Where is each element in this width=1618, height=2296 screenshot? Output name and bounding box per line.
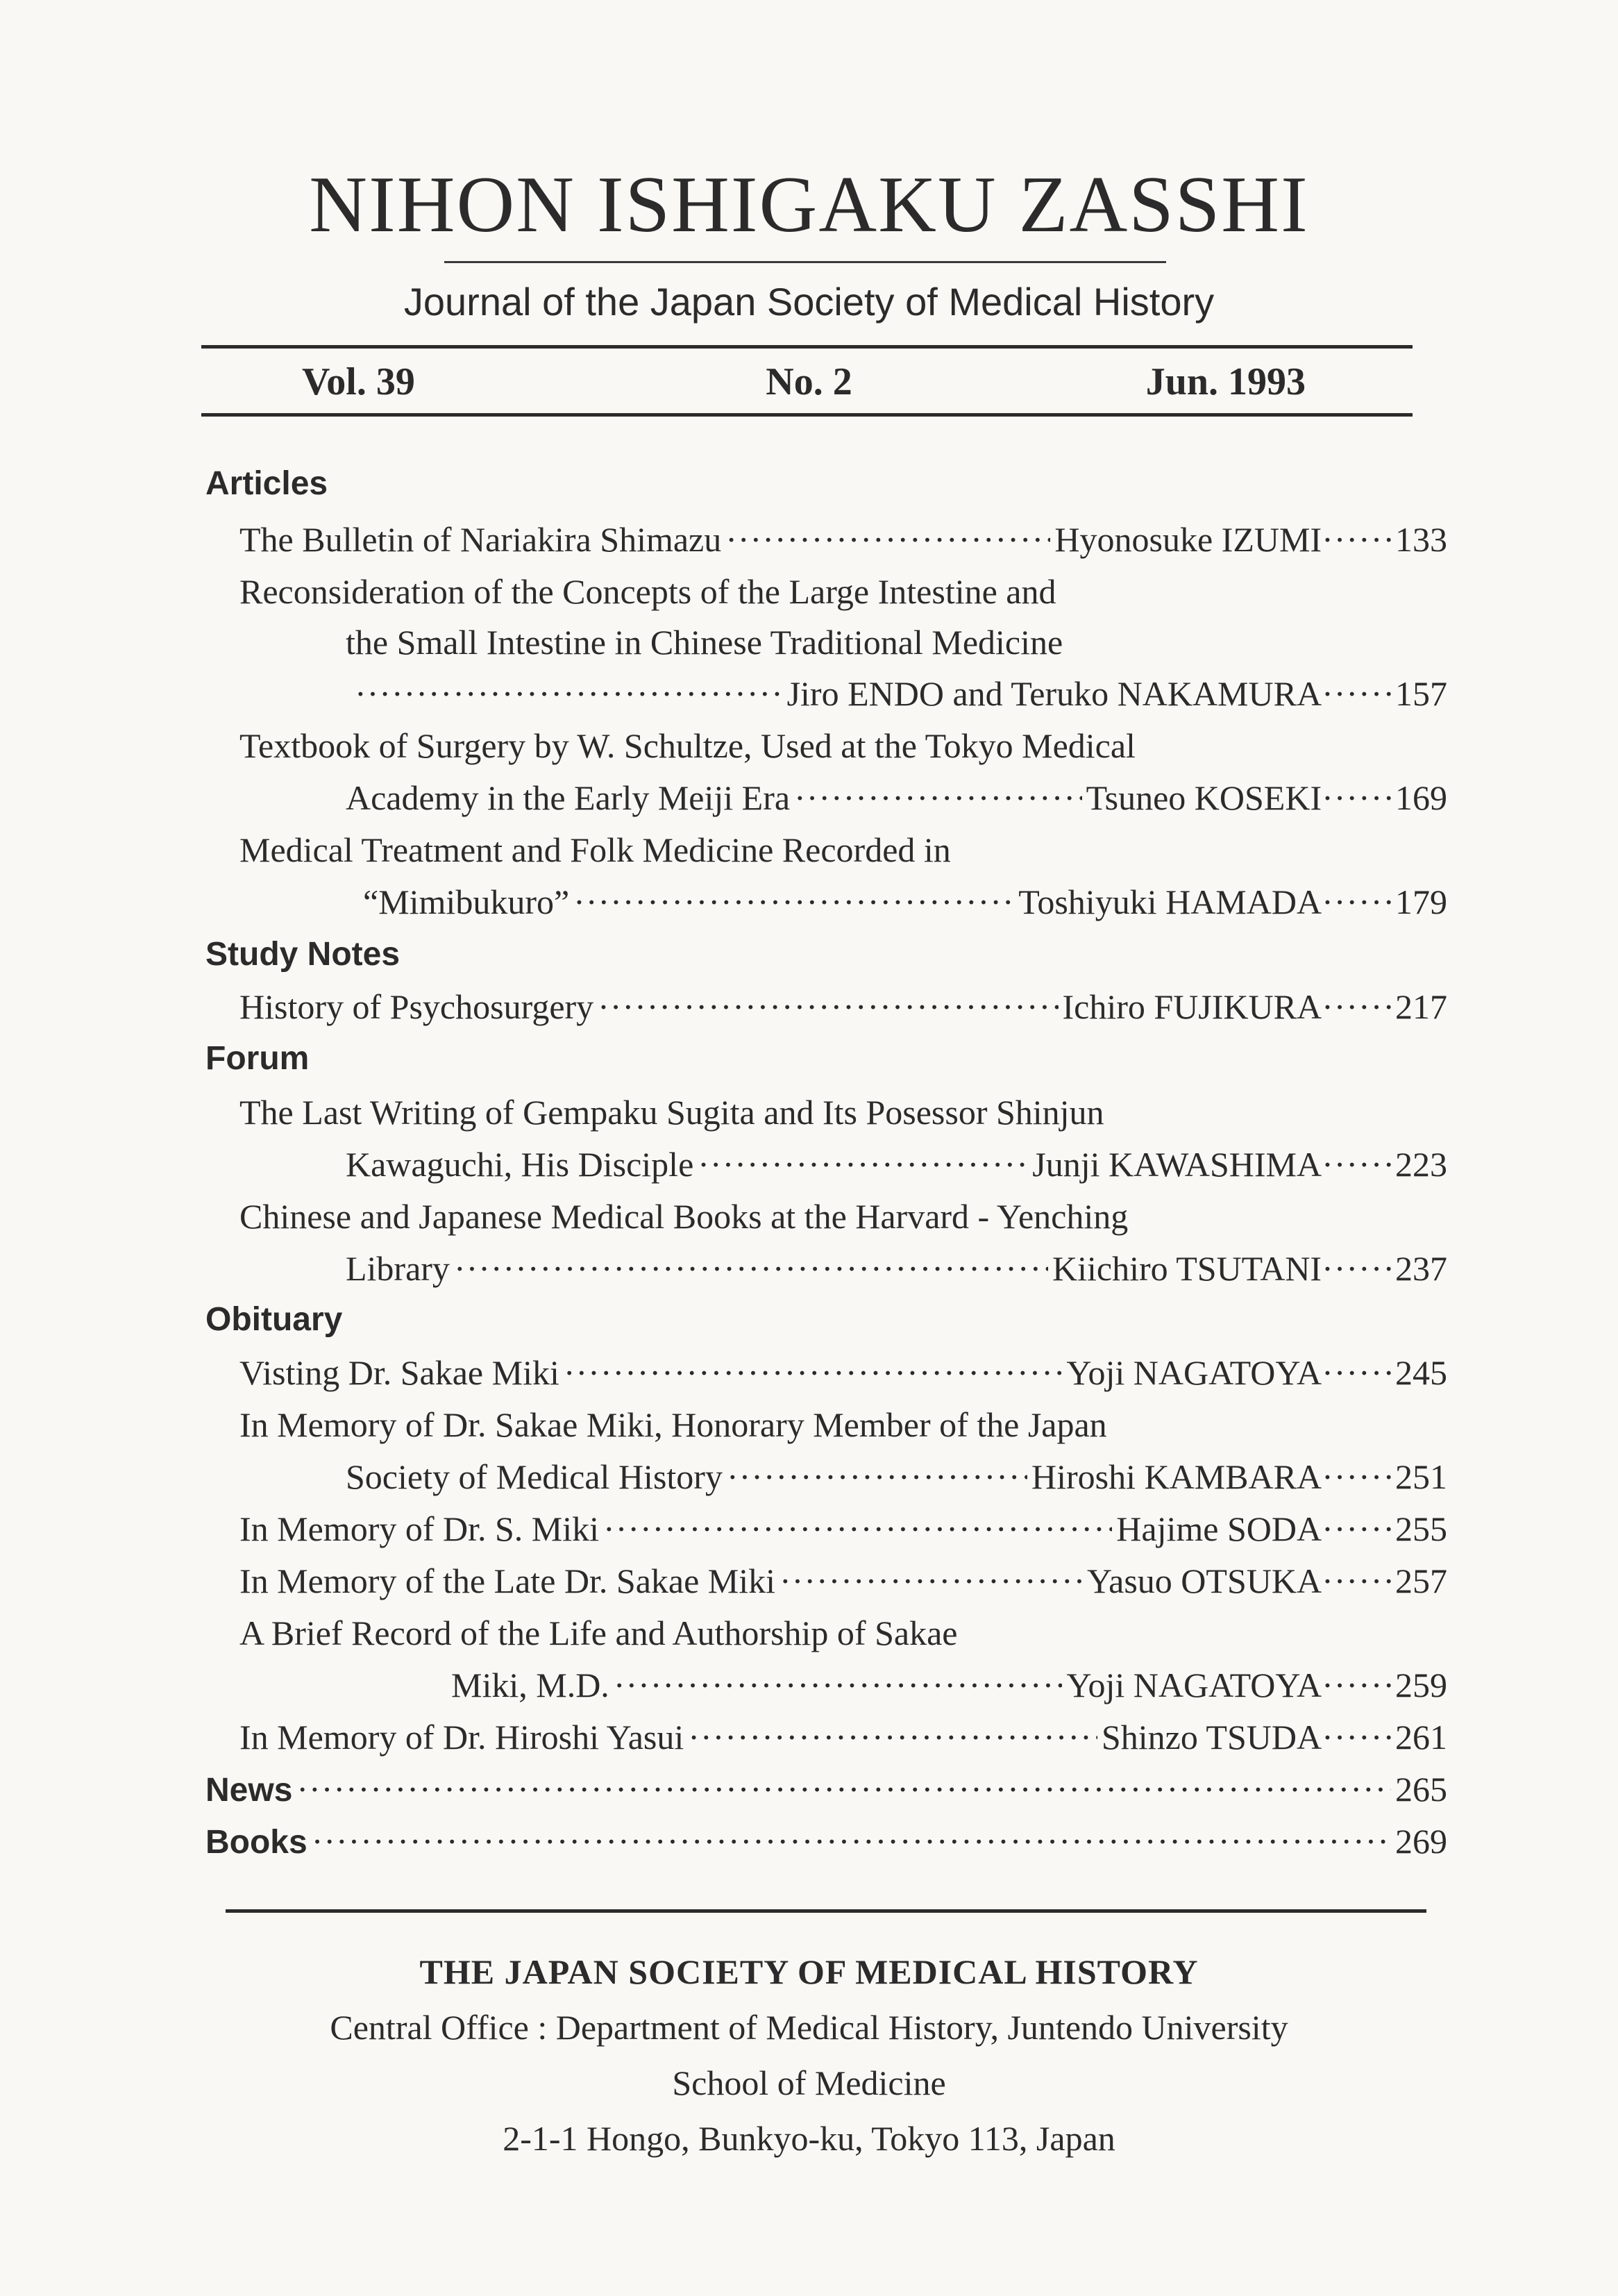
entry-title-line[interactable]: In Memory of Dr. Sakae Miki, Honorary Member of the Japan bbox=[239, 1405, 1107, 1444]
toc-entry-books[interactable] bbox=[205, 1816, 1447, 1867]
toc-entry[interactable] bbox=[346, 1243, 1447, 1294]
entry-author: Shinzo TSUDA bbox=[1101, 1718, 1322, 1757]
office-address-line-3: 2-1-1 Hongo, Bunkyo-ku, Tokyo 113, Japan bbox=[503, 2119, 1115, 2158]
entry-title-line[interactable]: Chinese and Japanese Medical Books at the Harvard - Yenching bbox=[239, 1197, 1129, 1236]
toc-entry[interactable] bbox=[346, 1139, 1447, 1190]
issue-date-label: Jun. 1993 bbox=[1145, 360, 1306, 403]
leader-dots bbox=[794, 772, 1082, 823]
entry-title: Society of Medical History bbox=[346, 1457, 723, 1496]
leader-dots bbox=[698, 1139, 1028, 1190]
entry-page: ······ 261 bbox=[1322, 1711, 1447, 1763]
entry-title: In Memory of Dr. Hiroshi Yasui bbox=[239, 1718, 684, 1757]
entry-title: In Memory of Dr. S. Miki bbox=[239, 1509, 600, 1548]
toc-entry[interactable] bbox=[239, 514, 1447, 565]
entry-author: Jiro ENDO and Teruko NAKAMURA bbox=[786, 674, 1322, 713]
entry-page: 269 bbox=[1395, 1822, 1447, 1861]
toc-entry[interactable] bbox=[239, 1347, 1447, 1398]
entry-title: Kawaguchi, His Disciple bbox=[346, 1145, 694, 1184]
toc-entry[interactable] bbox=[451, 1659, 1447, 1711]
office-address-line-1: Central Office : Department of Medical History, Juntendo University bbox=[330, 2008, 1288, 2047]
leader-dots bbox=[725, 514, 1050, 565]
toc-entry[interactable] bbox=[239, 1503, 1447, 1555]
section-heading-study-notes: Study Notes bbox=[205, 936, 401, 973]
entry-author: Yasuo OTSUKA bbox=[1087, 1561, 1322, 1600]
section-heading-forum: Forum bbox=[205, 1040, 310, 1077]
entry-title: “Mimibukuro” bbox=[363, 882, 570, 921]
entry-title: Miki, M.D. bbox=[451, 1666, 609, 1704]
entry-page: ······ 157 bbox=[1322, 668, 1447, 719]
entry-title-line[interactable]: Medical Treatment and Folk Medicine Recorded in bbox=[239, 830, 951, 869]
entry-page: 265 bbox=[1395, 1770, 1447, 1809]
entry-title-line[interactable]: Textbook of Surgery by W. Schultze, Used at the Tokyo Medical bbox=[239, 726, 1136, 765]
leader-dots bbox=[454, 1243, 1048, 1294]
entry-page: ······ 169 bbox=[1322, 772, 1447, 823]
toc-entry-news[interactable] bbox=[205, 1763, 1447, 1815]
entry-author: Kiichiro TSUTANI bbox=[1052, 1249, 1322, 1288]
entry-author: Tsuneo KOSEKI bbox=[1086, 778, 1322, 817]
leader-dots bbox=[727, 1451, 1027, 1502]
entry-title: The Bulletin of Nariakira Shimazu bbox=[239, 520, 722, 559]
leader-dots bbox=[598, 981, 1058, 1032]
leader-dots bbox=[564, 1347, 1063, 1398]
entry-page: ······ 259 bbox=[1322, 1659, 1447, 1711]
entry-title: Academy in the Early Meiji Era bbox=[346, 778, 791, 817]
entry-author: Yoji NAGATOYA bbox=[1066, 1353, 1322, 1392]
entry-title: History of Psychosurgery bbox=[239, 987, 594, 1026]
entry-page: ······ 133 bbox=[1322, 514, 1447, 565]
entry-page: ······ 245 bbox=[1322, 1347, 1447, 1398]
section-heading-articles: Articles bbox=[205, 465, 328, 502]
leader-dots bbox=[573, 876, 1014, 928]
entry-title-line[interactable]: Reconsideration of the Concepts of the Large Intestine and bbox=[239, 572, 1056, 611]
issue-number-label: No. 2 bbox=[766, 360, 852, 403]
entry-page: ······ 255 bbox=[1322, 1503, 1447, 1555]
section-heading-books: Books bbox=[205, 1824, 307, 1861]
toc-entry[interactable] bbox=[351, 668, 1447, 719]
toc-entry[interactable] bbox=[346, 772, 1447, 823]
leader-dots bbox=[779, 1555, 1083, 1607]
toc-entry[interactable] bbox=[239, 981, 1447, 1032]
entry-author: Hyonosuke IZUMI bbox=[1054, 520, 1322, 559]
entry-page: ······ 257 bbox=[1322, 1555, 1447, 1607]
entry-page: ······ 179 bbox=[1322, 876, 1447, 928]
toc-entry[interactable] bbox=[363, 876, 1447, 928]
journal-subtitle: Journal of the Japan Society of Medical History bbox=[403, 280, 1215, 324]
section-heading-news: News bbox=[205, 1772, 293, 1809]
entry-page: ······ 217 bbox=[1322, 981, 1447, 1032]
leader-dots bbox=[603, 1503, 1112, 1555]
entry-author: Junji KAWASHIMA bbox=[1032, 1145, 1322, 1184]
toc-entry[interactable] bbox=[346, 1451, 1447, 1502]
entry-author: Hiroshi KAMBARA bbox=[1031, 1457, 1322, 1496]
entry-page: ······ 223 bbox=[1322, 1139, 1447, 1190]
toc-entry[interactable] bbox=[239, 1555, 1447, 1607]
journal-title: NIHON ISHIGAKU ZASSHI bbox=[309, 160, 1309, 249]
toc-entry[interactable] bbox=[239, 1711, 1447, 1763]
office-address-line-2: School of Medicine bbox=[672, 2063, 946, 2102]
leader-dots bbox=[614, 1659, 1063, 1711]
section-heading-obituary: Obituary bbox=[205, 1301, 343, 1338]
entry-author: Ichiro FUJIKURA bbox=[1062, 987, 1322, 1026]
entry-author: Toshiyuki HAMADA bbox=[1018, 882, 1322, 921]
entry-title: In Memory of the Late Dr. Sakae Miki bbox=[239, 1561, 776, 1600]
leader-dots bbox=[355, 668, 783, 719]
leader-dots bbox=[296, 1763, 1391, 1815]
entry-title: Visting Dr. Sakae Miki bbox=[239, 1353, 559, 1392]
leader-dots bbox=[312, 1816, 1391, 1867]
volume-label: Vol. 39 bbox=[302, 360, 415, 403]
leader-dots bbox=[688, 1711, 1097, 1763]
entry-title-line[interactable]: A Brief Record of the Life and Authorship of Sakae bbox=[239, 1614, 958, 1652]
entry-title-line[interactable]: The Last Writing of Gempaku Sugita and Its Posessor Shinjun bbox=[239, 1093, 1104, 1132]
society-name: THE JAPAN SOCIETY OF MEDICAL HISTORY bbox=[419, 1952, 1199, 1991]
footer-rule bbox=[226, 1909, 1426, 1913]
entry-title: Library bbox=[346, 1249, 450, 1288]
entry-page: ······ 237 bbox=[1322, 1243, 1447, 1294]
entry-title-line[interactable]: the Small Intestine in Chinese Traditional Medicine bbox=[346, 623, 1063, 662]
entry-page: ······ 251 bbox=[1322, 1451, 1447, 1502]
entry-author: Hajime SODA bbox=[1116, 1509, 1322, 1548]
entry-author: Yoji NAGATOYA bbox=[1066, 1666, 1322, 1704]
